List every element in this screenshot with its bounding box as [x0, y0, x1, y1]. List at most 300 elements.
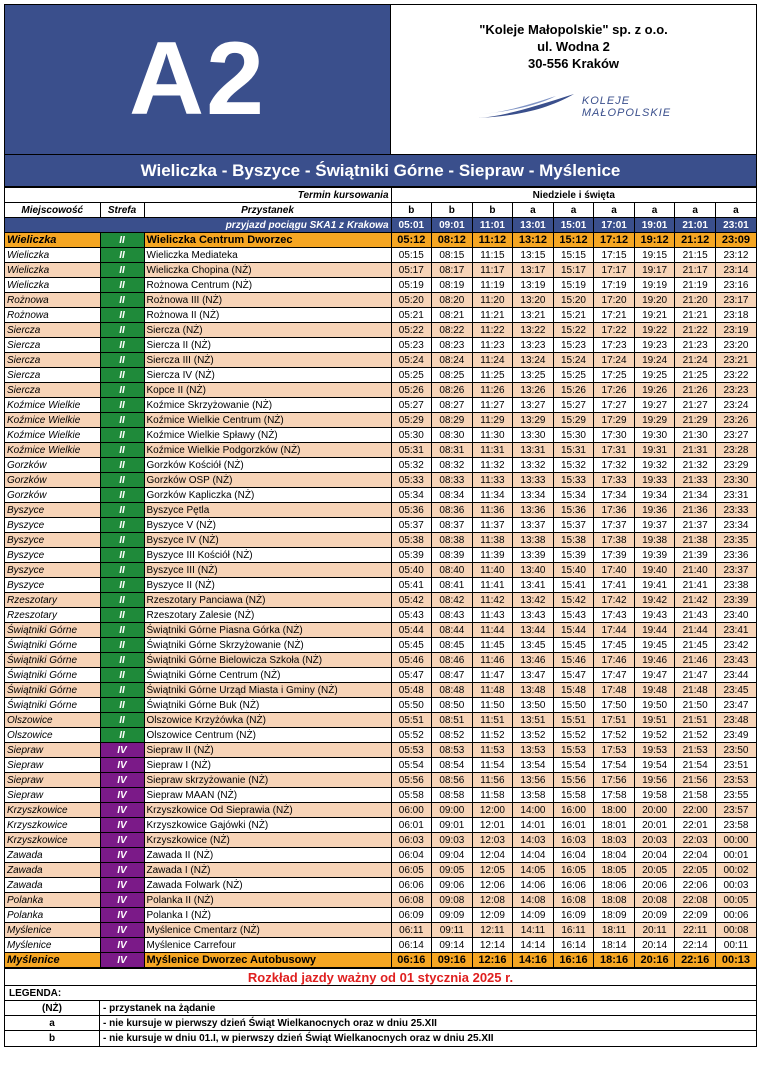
departure-time-cell: 18:00 [594, 803, 635, 818]
departure-time-cell: 08:17 [432, 263, 473, 278]
departure-time-cell: 08:54 [432, 758, 473, 773]
departure-time-cell: 05:42 [391, 593, 432, 608]
departure-time-cell: 08:33 [432, 473, 473, 488]
departure-time-cell: 13:27 [513, 398, 554, 413]
departure-time-cell: 06:11 [391, 923, 432, 938]
departure-time-cell: 14:00 [513, 803, 554, 818]
departure-time-cell: 11:33 [472, 473, 513, 488]
departure-time-cell: 21:23 [675, 338, 716, 353]
departure-time-cell: 00:03 [715, 878, 756, 893]
zone-cell: II [100, 668, 144, 683]
town-cell: Siercza [5, 323, 100, 338]
legend-items [5, 1001, 756, 1046]
legend-item [5, 1001, 756, 1016]
departure-time-cell: 05:15 [391, 248, 432, 263]
departure-time-cell: 21:30 [675, 428, 716, 443]
stop-name-cell: Gorzków Kapliczka (NŻ) [144, 488, 391, 503]
town-cell: Rożnowa [5, 293, 100, 308]
town-cell: Zawada [5, 863, 100, 878]
zone-cell: II [100, 578, 144, 593]
departure-time-cell: 17:15 [594, 248, 635, 263]
departure-time-cell: 13:47 [513, 668, 554, 683]
departure-time-cell: 14:14 [513, 938, 554, 953]
stop-name-cell: Koźmice Skrzyżowanie (NŻ) [144, 398, 391, 413]
departure-time-cell: 11:17 [472, 263, 513, 278]
departure-time-cell: 08:51 [432, 713, 473, 728]
town-cell: Koźmice Wielkie [5, 443, 100, 458]
departure-time-cell: 20:11 [634, 923, 675, 938]
departure-time-cell: 13:15 [513, 248, 554, 263]
departure-time-cell: 05:37 [391, 518, 432, 533]
stop-row [5, 668, 756, 683]
departure-time-cell: 11:21 [472, 308, 513, 323]
departure-time-cell: 11:34 [472, 488, 513, 503]
town-cell: Siercza [5, 383, 100, 398]
departure-time-cell: 19:39 [634, 548, 675, 563]
zone-cell: II [100, 623, 144, 638]
departure-time-cell: 19:25 [634, 368, 675, 383]
departure-time-cell: 22:06 [675, 878, 716, 893]
stop-row [5, 773, 756, 788]
column-header-row [5, 203, 756, 218]
departure-time-cell: 11:50 [472, 698, 513, 713]
departure-time-cell: 23:58 [715, 818, 756, 833]
departure-time-cell: 14:04 [513, 848, 554, 863]
departure-time-cell: 21:26 [675, 383, 716, 398]
stop-row [5, 788, 756, 803]
stop-row [5, 758, 756, 773]
departure-time-cell: 15:56 [553, 773, 594, 788]
stop-name-cell: Koźmice Wielkie Centrum (NŻ) [144, 413, 391, 428]
stop-row [5, 593, 756, 608]
departure-time-cell: 19:45 [634, 638, 675, 653]
town-cell: Koźmice Wielkie [5, 413, 100, 428]
stop-row [5, 893, 756, 908]
departure-time-cell: 08:58 [432, 788, 473, 803]
departure-time-cell: 17:32 [594, 458, 635, 473]
town-cell: Byszyce [5, 518, 100, 533]
departure-time-cell: 15:19 [553, 278, 594, 293]
stop-row [5, 278, 756, 293]
train-arrival-time: 05:01 [391, 218, 432, 233]
departure-time-cell: 13:19 [513, 278, 554, 293]
departure-time-cell: 23:43 [715, 653, 756, 668]
departure-time-cell: 13:29 [513, 413, 554, 428]
stop-name-cell: Świątniki Górne Skrzyżowanie (NŻ) [144, 638, 391, 653]
departure-time-cell: 17:37 [594, 518, 635, 533]
town-cell: Byszyce [5, 578, 100, 593]
departure-time-cell: 16:00 [553, 803, 594, 818]
departure-time-cell: 15:33 [553, 473, 594, 488]
departure-time-cell: 19:30 [634, 428, 675, 443]
departure-time-cell: 11:23 [472, 338, 513, 353]
departure-time-cell: 21:22 [675, 323, 716, 338]
departure-time-cell: 17:48 [594, 683, 635, 698]
departure-time-cell: 21:58 [675, 788, 716, 803]
logo-text [582, 95, 671, 119]
stop-row [5, 653, 756, 668]
stop-row [5, 368, 756, 383]
departure-time-cell: 09:03 [432, 833, 473, 848]
town-cell: Świątniki Górne [5, 653, 100, 668]
departure-time-cell: 19:47 [634, 668, 675, 683]
departure-time-cell: 16:16 [553, 953, 594, 968]
departure-time-cell: 15:25 [553, 368, 594, 383]
departure-time-cell: 22:11 [675, 923, 716, 938]
departure-time-cell: 05:52 [391, 728, 432, 743]
departure-time-cell: 23:16 [715, 278, 756, 293]
town-cell: Olszowice [5, 728, 100, 743]
town-cell: Rzeszotary [5, 608, 100, 623]
departure-time-cell: 14:05 [513, 863, 554, 878]
departure-time-cell: 13:38 [513, 533, 554, 548]
departure-time-cell: 13:52 [513, 728, 554, 743]
departure-time-cell: 08:41 [432, 578, 473, 593]
departure-time-cell: 23:19 [715, 323, 756, 338]
stop-name-cell: Byszyce III Kościół (NŻ) [144, 548, 391, 563]
train-arrival-time: 19:01 [634, 218, 675, 233]
departure-time-cell: 06:05 [391, 863, 432, 878]
departure-time-cell: 23:55 [715, 788, 756, 803]
departure-time-cell: 11:38 [472, 533, 513, 548]
town-cell: Zawada [5, 878, 100, 893]
departure-time-cell: 15:31 [553, 443, 594, 458]
departure-time-cell: 17:45 [594, 638, 635, 653]
departure-time-cell: 16:06 [553, 878, 594, 893]
zone-cell: II [100, 383, 144, 398]
departure-time-cell: 19:56 [634, 773, 675, 788]
departure-time-cell: 05:23 [391, 338, 432, 353]
departure-time-cell: 23:48 [715, 713, 756, 728]
departure-time-cell: 21:15 [675, 248, 716, 263]
stop-row [5, 938, 756, 953]
departure-time-cell: 20:08 [634, 893, 675, 908]
zone-cell: II [100, 428, 144, 443]
stop-name-cell: Myślenice Cmentarz (NŻ) [144, 923, 391, 938]
departure-time-cell: 00:00 [715, 833, 756, 848]
departure-time-cell: 13:25 [513, 368, 554, 383]
variant-marker: a [513, 203, 554, 218]
departure-time-cell: 15:21 [553, 308, 594, 323]
stop-row [5, 293, 756, 308]
departure-time-cell: 19:23 [634, 338, 675, 353]
stop-row [5, 338, 756, 353]
departure-time-cell: 08:36 [432, 503, 473, 518]
departure-time-cell: 17:53 [594, 743, 635, 758]
departure-time-cell: 16:09 [553, 908, 594, 923]
departure-time-cell: 19:53 [634, 743, 675, 758]
town-cell: Gorzków [5, 488, 100, 503]
departure-time-cell: 11:51 [472, 713, 513, 728]
departure-time-cell: 16:08 [553, 893, 594, 908]
departure-time-cell: 20:09 [634, 908, 675, 923]
stop-row [5, 908, 756, 923]
zone-cell: II [100, 638, 144, 653]
town-cell: Siercza [5, 368, 100, 383]
departure-time-cell: 12:05 [472, 863, 513, 878]
company-name: "Koleje Małopolskie" sp. z o.o. [479, 22, 668, 37]
departure-time-cell: 11:54 [472, 758, 513, 773]
departure-time-cell: 15:38 [553, 533, 594, 548]
departure-time-cell: 23:14 [715, 263, 756, 278]
town-cell: Krzyszkowice [5, 803, 100, 818]
departure-time-cell: 16:11 [553, 923, 594, 938]
departure-time-cell: 13:39 [513, 548, 554, 563]
town-cell: Polanka [5, 893, 100, 908]
departure-time-cell: 05:25 [391, 368, 432, 383]
departure-time-cell: 08:15 [432, 248, 473, 263]
stop-name-cell: Rożnowa II (NŻ) [144, 308, 391, 323]
departure-time-cell: 23:20 [715, 338, 756, 353]
stop-name-cell: Byszyce Pętla [144, 503, 391, 518]
stop-name-cell: Byszyce II (NŻ) [144, 578, 391, 593]
departure-time-cell: 23:29 [715, 458, 756, 473]
departure-time-cell: 13:22 [513, 323, 554, 338]
departure-time-cell: 21:12 [675, 233, 716, 248]
departure-time-cell: 17:34 [594, 488, 635, 503]
zone-cell: IV [100, 758, 144, 773]
zone-cell: II [100, 653, 144, 668]
col-zone-header: Strefa [100, 203, 144, 218]
departure-time-cell: 14:03 [513, 833, 554, 848]
departure-time-cell: 23:44 [715, 668, 756, 683]
variant-marker: b [391, 203, 432, 218]
departure-time-cell: 20:01 [634, 818, 675, 833]
departure-time-cell: 06:14 [391, 938, 432, 953]
departure-time-cell: 23:24 [715, 398, 756, 413]
timetable [5, 187, 756, 968]
company-street: ul. Wodna 2 [537, 39, 610, 54]
zone-cell: IV [100, 908, 144, 923]
departure-time-cell: 17:20 [594, 293, 635, 308]
departure-time-cell: 22:14 [675, 938, 716, 953]
departure-time-cell: 15:12 [553, 233, 594, 248]
town-cell: Myślenice [5, 953, 100, 968]
departure-time-cell: 19:36 [634, 503, 675, 518]
stop-name-cell: Zawada Folwark (NŻ) [144, 878, 391, 893]
departure-time-cell: 23:42 [715, 638, 756, 653]
departure-time-cell: 09:14 [432, 938, 473, 953]
departure-time-cell: 20:14 [634, 938, 675, 953]
town-cell: Rożnowa [5, 308, 100, 323]
town-cell: Siepraw [5, 758, 100, 773]
zone-cell: II [100, 698, 144, 713]
departure-time-cell: 08:43 [432, 608, 473, 623]
departure-time-cell: 19:42 [634, 593, 675, 608]
departure-time-cell: 20:05 [634, 863, 675, 878]
departure-time-cell: 16:04 [553, 848, 594, 863]
departure-time-cell: 15:23 [553, 338, 594, 353]
zone-cell: IV [100, 833, 144, 848]
departure-time-cell: 05:45 [391, 638, 432, 653]
stop-row [5, 953, 756, 968]
departure-time-cell: 08:31 [432, 443, 473, 458]
town-cell: Świątniki Górne [5, 683, 100, 698]
stop-name-cell: Świątniki Górne Buk (NŻ) [144, 698, 391, 713]
departure-time-cell: 09:11 [432, 923, 473, 938]
departure-time-cell: 08:46 [432, 653, 473, 668]
departure-time-cell: 13:42 [513, 593, 554, 608]
stop-row [5, 923, 756, 938]
stop-row [5, 698, 756, 713]
departure-time-cell: 11:25 [472, 368, 513, 383]
departure-time-cell: 13:33 [513, 473, 554, 488]
departure-time-cell: 21:27 [675, 398, 716, 413]
departure-time-cell: 19:38 [634, 533, 675, 548]
departure-time-cell: 13:26 [513, 383, 554, 398]
departure-time-cell: 05:34 [391, 488, 432, 503]
departure-time-cell: 19:50 [634, 698, 675, 713]
departure-time-cell: 15:58 [553, 788, 594, 803]
departure-time-cell: 23:41 [715, 623, 756, 638]
departure-time-cell: 09:05 [432, 863, 473, 878]
departure-time-cell: 13:46 [513, 653, 554, 668]
town-cell: Wieliczka [5, 263, 100, 278]
legend-item [5, 1016, 756, 1031]
departure-time-cell: 08:21 [432, 308, 473, 323]
departure-time-cell: 05:36 [391, 503, 432, 518]
town-cell: Świątniki Górne [5, 623, 100, 638]
variant-marker: a [715, 203, 756, 218]
departure-time-cell: 23:31 [715, 488, 756, 503]
departure-time-cell: 21:40 [675, 563, 716, 578]
departure-time-cell: 12:00 [472, 803, 513, 818]
zone-cell: II [100, 308, 144, 323]
zone-cell: IV [100, 938, 144, 953]
departure-time-cell: 13:31 [513, 443, 554, 458]
departure-time-cell: 21:24 [675, 353, 716, 368]
departure-time-cell: 16:14 [553, 938, 594, 953]
departure-time-cell: 19:52 [634, 728, 675, 743]
route-title: Wieliczka - Byszyce - Świątniki Górne - Siepraw - Myślenice [5, 155, 756, 187]
stop-name-cell: Olszowice Krzyżówka (NŻ) [144, 713, 391, 728]
departure-time-cell: 05:24 [391, 353, 432, 368]
stop-row [5, 683, 756, 698]
town-cell: Byszyce [5, 548, 100, 563]
validity-notice: Rozkład jazdy ważny od 01 stycznia 2025 r. [5, 968, 756, 986]
legend [5, 986, 756, 1046]
col-town-header: Miejscowość [5, 203, 100, 218]
departure-time-cell: 08:23 [432, 338, 473, 353]
departure-time-cell: 23:26 [715, 413, 756, 428]
departure-time-cell: 08:30 [432, 428, 473, 443]
stop-name-cell: Byszyce V (NŻ) [144, 518, 391, 533]
zone-cell: IV [100, 743, 144, 758]
departure-time-cell: 11:56 [472, 773, 513, 788]
departure-time-cell: 13:37 [513, 518, 554, 533]
company-info [391, 5, 756, 154]
departure-time-cell: 23:28 [715, 443, 756, 458]
departure-time-cell: 05:51 [391, 713, 432, 728]
departure-time-cell: 19:58 [634, 788, 675, 803]
departure-time-cell: 08:19 [432, 278, 473, 293]
departure-time-cell: 08:25 [432, 368, 473, 383]
departure-time-cell: 17:24 [594, 353, 635, 368]
departure-time-cell: 23:17 [715, 293, 756, 308]
stop-row [5, 263, 756, 278]
zone-cell: IV [100, 818, 144, 833]
departure-time-cell: 11:42 [472, 593, 513, 608]
departure-time-cell: 11:46 [472, 653, 513, 668]
departure-time-cell: 11:20 [472, 293, 513, 308]
departure-time-cell: 13:12 [513, 233, 554, 248]
departure-time-cell: 17:21 [594, 308, 635, 323]
stop-name-cell: Świątniki Górne Piasna Górka (NŻ) [144, 623, 391, 638]
town-cell: Wieliczka [5, 248, 100, 263]
departure-time-cell: 18:11 [594, 923, 635, 938]
departure-time-cell: 19:51 [634, 713, 675, 728]
stop-row [5, 398, 756, 413]
departure-time-cell: 23:30 [715, 473, 756, 488]
departure-time-cell: 08:20 [432, 293, 473, 308]
departure-time-cell: 17:17 [594, 263, 635, 278]
stop-name-cell: Siercza II (NŻ) [144, 338, 391, 353]
departure-time-cell: 13:36 [513, 503, 554, 518]
departure-time-cell: 17:54 [594, 758, 635, 773]
stop-name-cell: Koźmice Wielkie Spławy (NŻ) [144, 428, 391, 443]
departure-time-cell: 05:48 [391, 683, 432, 698]
departure-time-cell: 23:47 [715, 698, 756, 713]
departure-time-cell: 17:26 [594, 383, 635, 398]
departure-time-cell: 19:43 [634, 608, 675, 623]
departure-time-cell: 09:16 [432, 953, 473, 968]
departure-time-cell: 21:47 [675, 668, 716, 683]
departure-time-cell: 21:53 [675, 743, 716, 758]
departure-time-cell: 11:48 [472, 683, 513, 698]
departure-time-cell: 22:04 [675, 848, 716, 863]
stop-name-cell: Świątniki Górne Bielowicza Szkoła (NŻ) [144, 653, 391, 668]
departure-time-cell: 19:33 [634, 473, 675, 488]
departure-time-cell: 13:50 [513, 698, 554, 713]
departure-time-cell: 05:32 [391, 458, 432, 473]
departure-time-cell: 17:50 [594, 698, 635, 713]
departure-time-cell: 08:53 [432, 743, 473, 758]
departure-time-cell: 13:43 [513, 608, 554, 623]
departure-time-cell: 05:29 [391, 413, 432, 428]
departure-time-cell: 21:44 [675, 623, 716, 638]
zone-cell: II [100, 278, 144, 293]
departure-time-cell: 11:53 [472, 743, 513, 758]
departure-time-cell: 08:24 [432, 353, 473, 368]
departure-time-cell: 05:43 [391, 608, 432, 623]
departure-time-cell: 00:13 [715, 953, 756, 968]
stop-name-cell: Siepraw skrzyżowanie (NŻ) [144, 773, 391, 788]
zone-cell: IV [100, 923, 144, 938]
departure-time-cell: 08:27 [432, 398, 473, 413]
departure-time-cell: 17:38 [594, 533, 635, 548]
legend-description: - nie kursuje w dniu 01.I, w pierwszy dzień Świąt Wielkanocnych oraz w dniu 25.XII [103, 1033, 494, 1044]
stop-name-cell: Siercza III (NŻ) [144, 353, 391, 368]
departure-time-cell: 11:43 [472, 608, 513, 623]
departure-time-cell: 22:05 [675, 863, 716, 878]
zone-cell: II [100, 503, 144, 518]
departure-time-cell: 08:44 [432, 623, 473, 638]
departure-time-cell: 11:36 [472, 503, 513, 518]
departure-time-cell: 17:33 [594, 473, 635, 488]
town-cell: Krzyszkowice [5, 833, 100, 848]
zone-cell: II [100, 518, 144, 533]
departure-time-cell: 19:24 [634, 353, 675, 368]
departure-time-cell: 21:54 [675, 758, 716, 773]
zone-cell: IV [100, 878, 144, 893]
variant-marker: b [432, 203, 473, 218]
departure-time-cell: 21:25 [675, 368, 716, 383]
departure-time-cell: 14:09 [513, 908, 554, 923]
departure-time-cell: 00:08 [715, 923, 756, 938]
departure-time-cell: 13:34 [513, 488, 554, 503]
departure-time-cell: 05:46 [391, 653, 432, 668]
departure-time-cell: 19:44 [634, 623, 675, 638]
